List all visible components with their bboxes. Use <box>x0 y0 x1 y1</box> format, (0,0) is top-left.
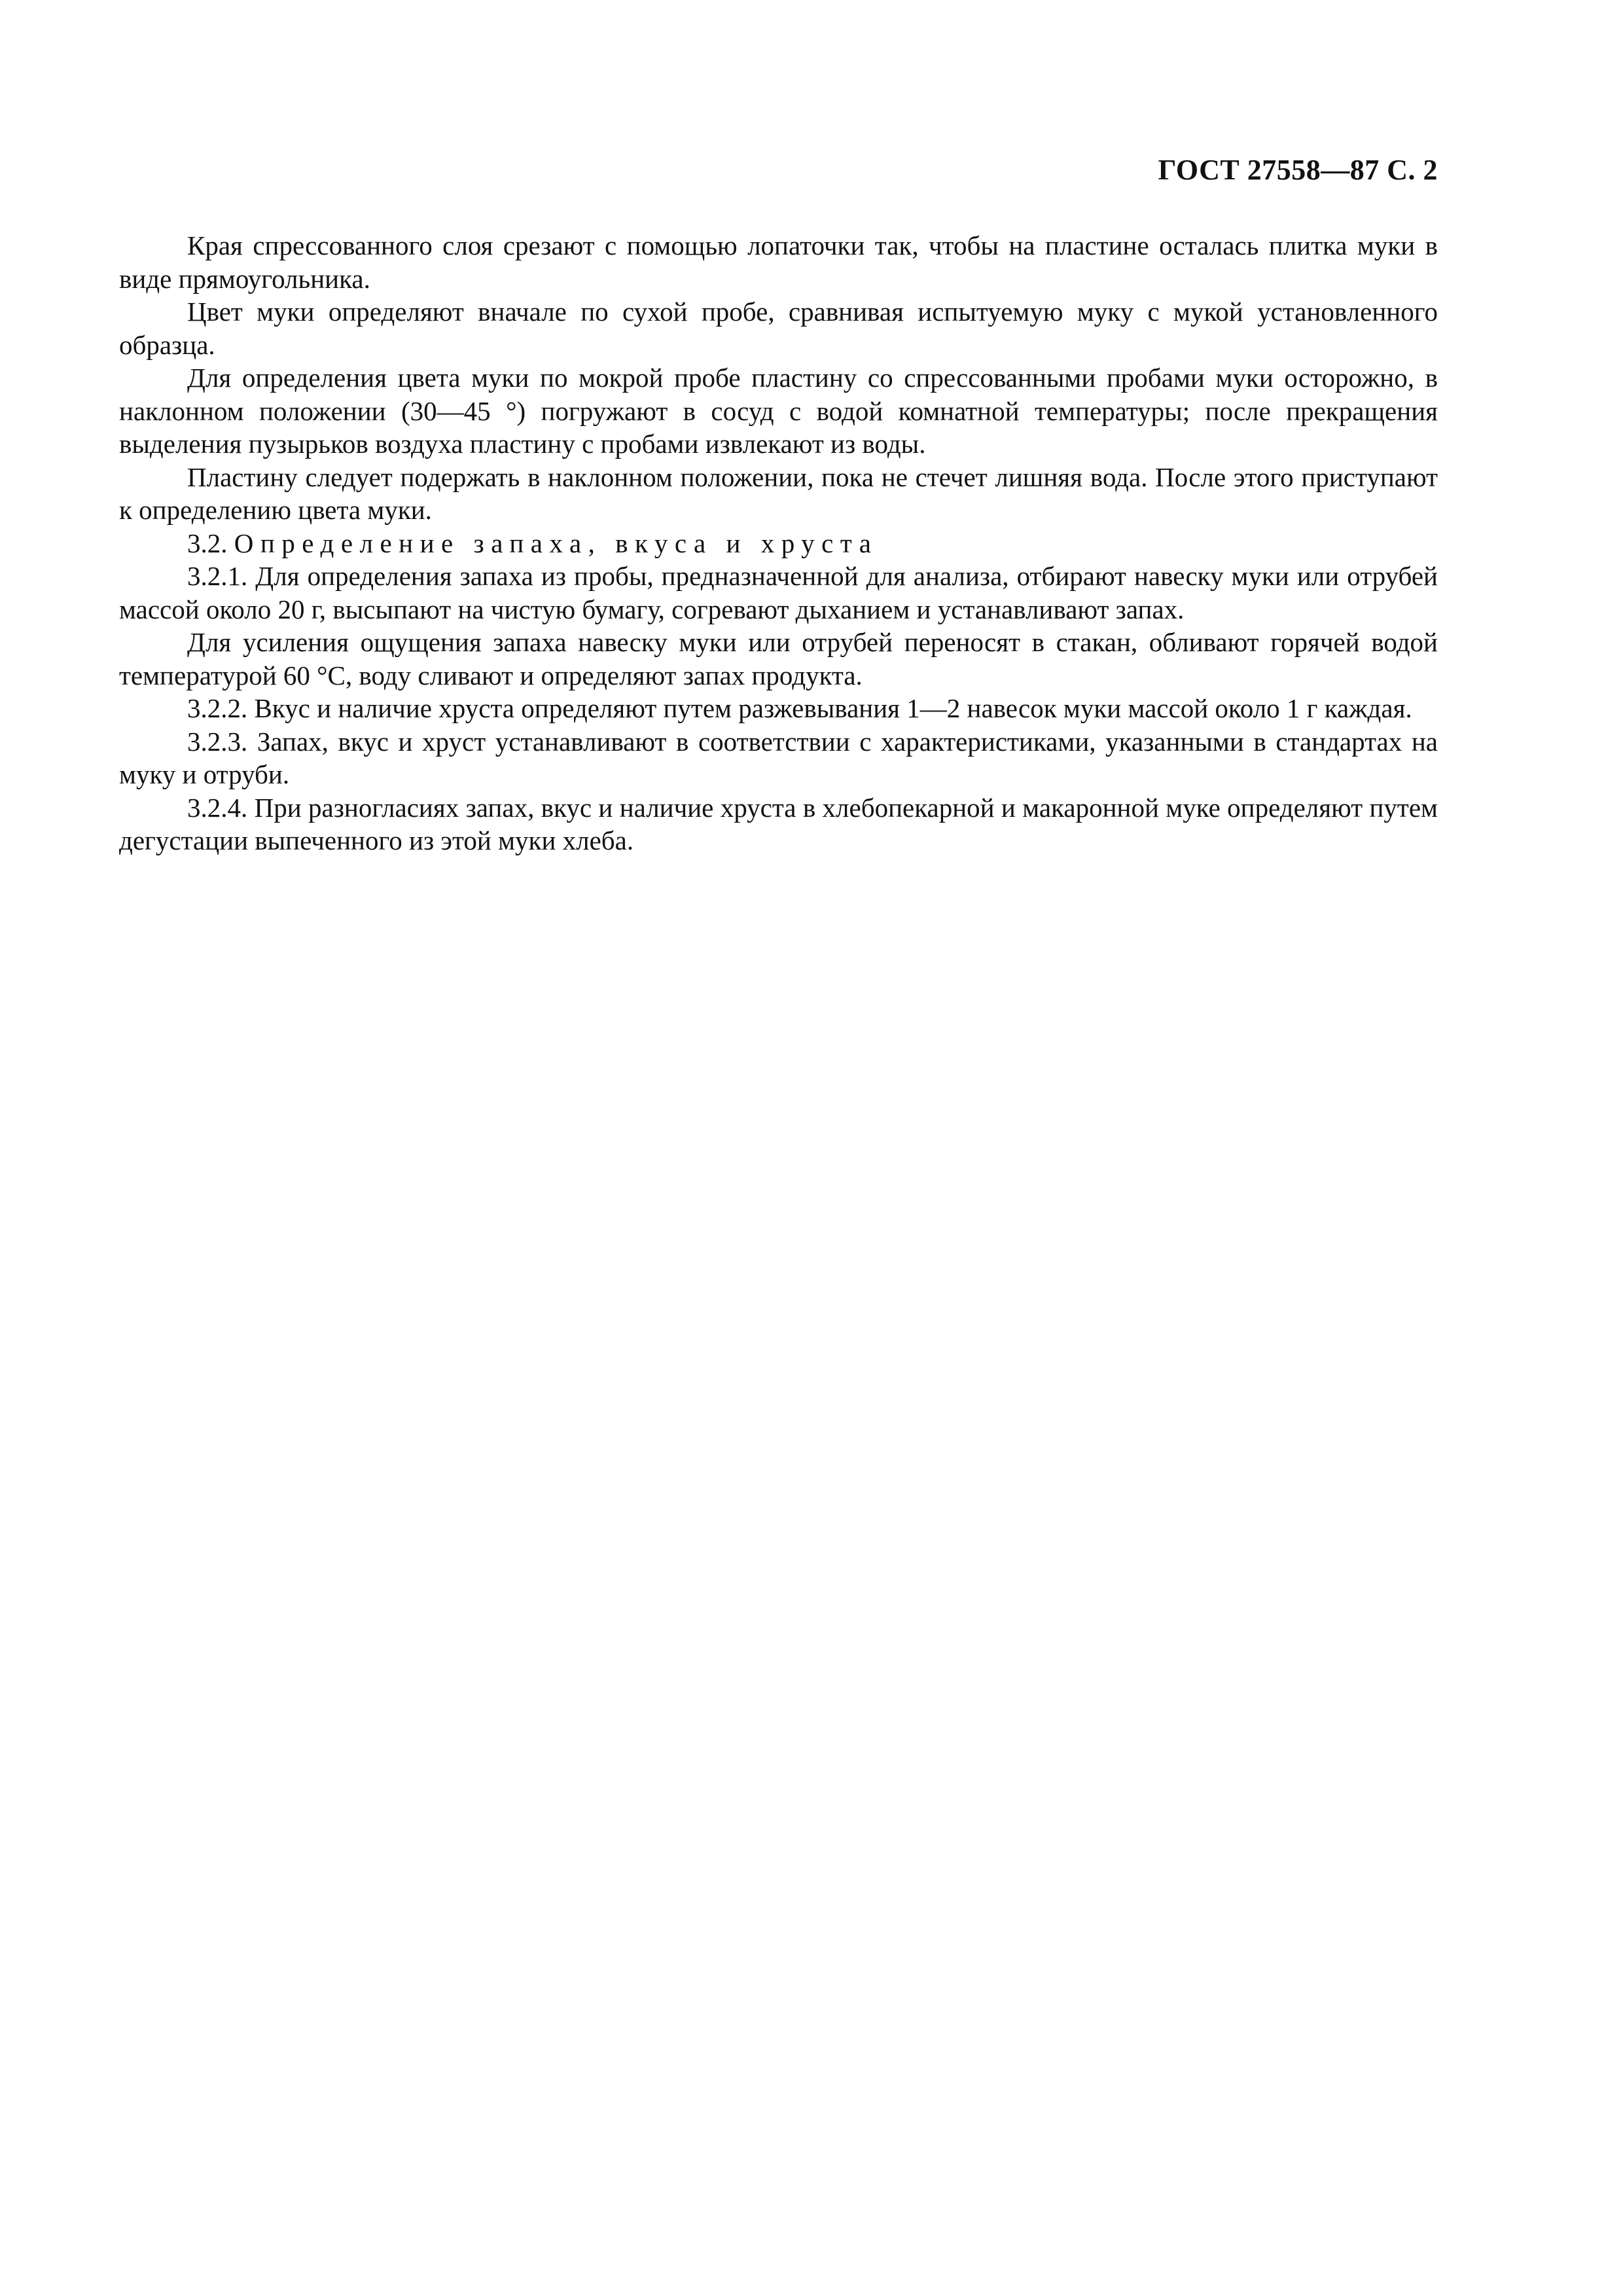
paragraph-3-2-2: 3.2.2. Вкус и наличие хруста определяют путем разжевывания 1—2 навесок муки массой около 1 г каждая. <box>187 693 1412 723</box>
section-number: 3.2. <box>187 528 228 558</box>
paragraph-wet-sample-color: Для определения цвета муки по мокрой пробе пластину со спрессованными пробами муки осторожно, в наклонном положении (30—45 °) погружают в сосуд с водой комнатной температуры; после прекращения выделения пузырьков воздуха пластину с пробами извлекают из воды. <box>119 363 1438 459</box>
paragraph-trim-layer: Края спрессованного слоя срезают с помощью лопаточки так, чтобы на пластине осталась плитка муки в виде прямоугольника. <box>119 230 1438 294</box>
running-header: ГОСТ 27558—87 С. 2 <box>1158 154 1438 186</box>
document-body <box>119 229 1438 857</box>
section-title: Определение запаха, вкуса и хруста <box>234 528 878 558</box>
paragraph-drain-water: Пластину следует подержать в наклонном положении, пока не стечет лишняя вода. После этого приступают к определению цвета муки. <box>119 461 1438 525</box>
paragraph-3-2-4: 3.2.4. При разногласиях запах, вкус и наличие хруста в хлебопекарной и макаронной муке определяют путем дегустации выпеченного из этой муки хлеба. <box>119 792 1438 855</box>
paragraph-3-2-1-continued: Для усиления ощущения запаха навеску муки или отрубей переносят в стакан, обливают горячей водой температурой 60 °С, воду сливают и определяют запах продукта. <box>119 627 1438 691</box>
section-heading-3-2 <box>119 527 1438 560</box>
paragraph-3-2-1: 3.2.1. Для определения запаха из пробы, предназначенной для анализа, отбирают навеску муки или отрубей массой около 20 г, высыпают на чистую бумагу, согревают дыханием и устанавливают запах. <box>119 561 1438 624</box>
paragraph-3-2-3: 3.2.3. Запах, вкус и хруст устанавливают в соответствии с характеристиками, указанными в стандартах на муку и отруби. <box>119 726 1438 789</box>
paragraph-dry-sample-color: Цвет муки определяют вначале по сухой пробе, сравнивая испытуемую муку с мукой установленного образца. <box>119 296 1438 360</box>
